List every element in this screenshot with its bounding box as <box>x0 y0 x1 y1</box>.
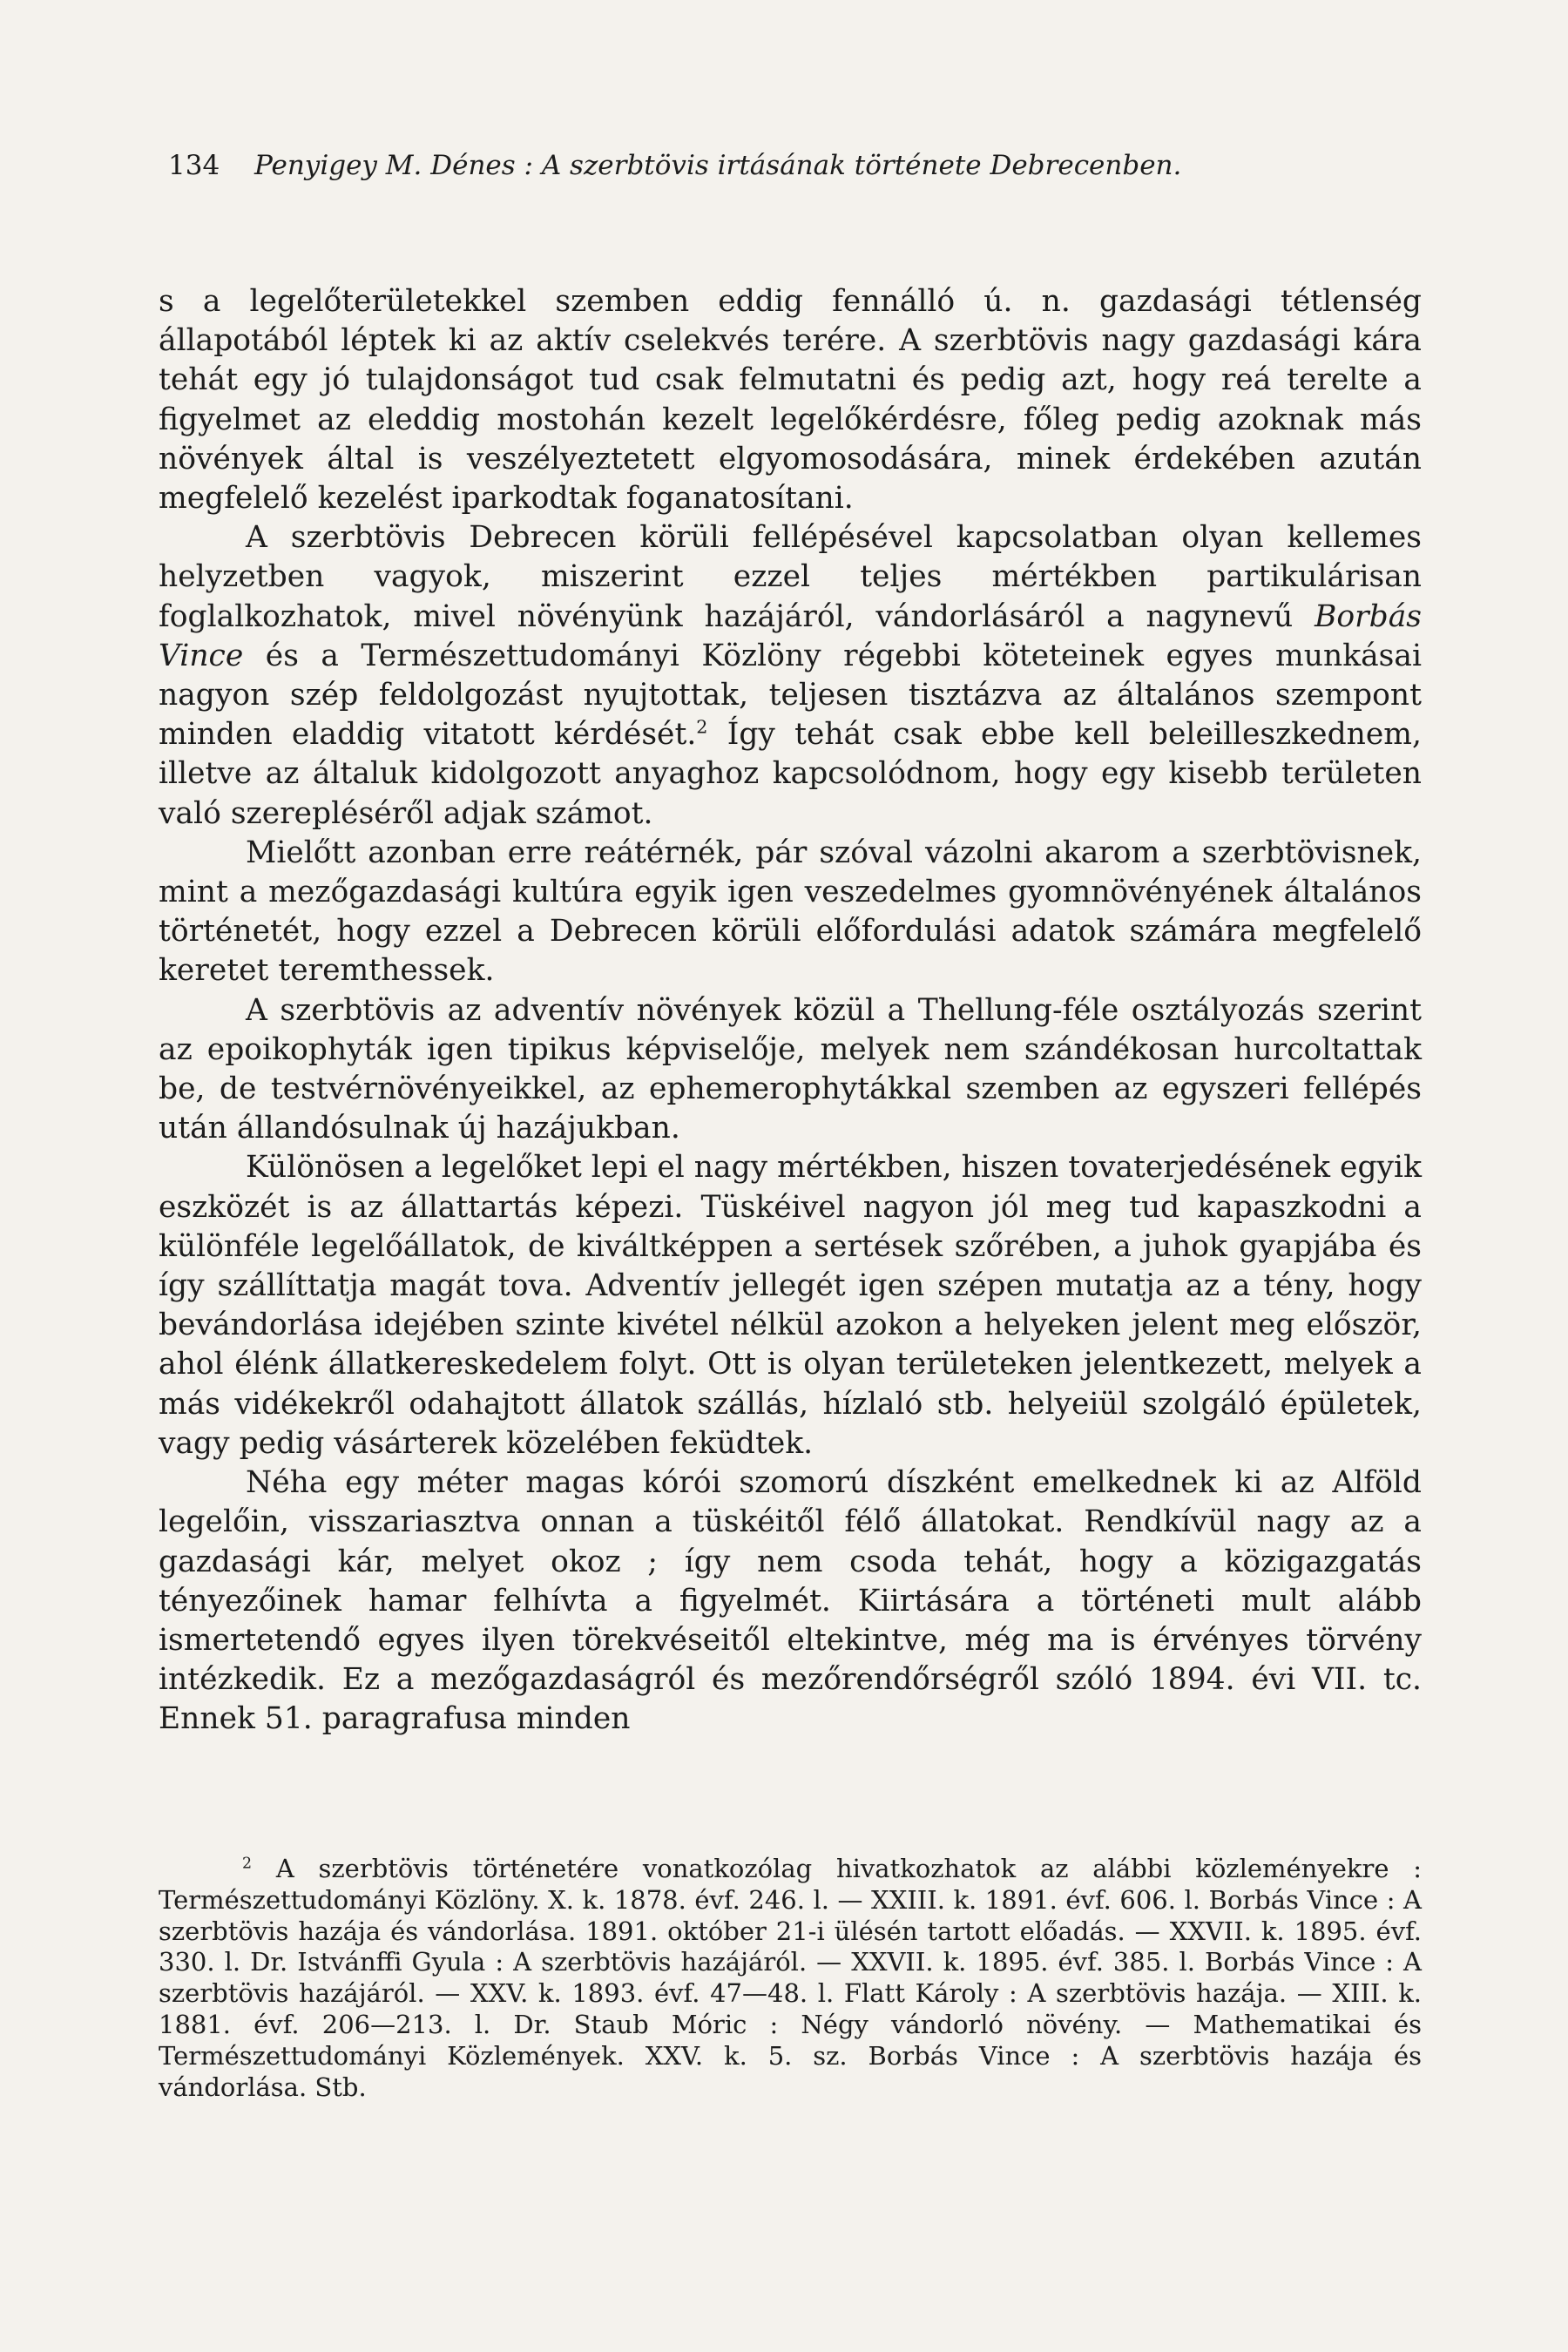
paragraph-2-text-b: és a Természettudományi Közlöny régebbi köteteinek egyes munkásai nagyon szép feldolgozást nyujtottak, teljesen tisztázva az általános szempont minden eladdig vitatott kérdését. <box>159 638 1422 753</box>
running-header <box>168 148 1423 183</box>
paragraph-4: A szerbtövis az adventív növények közül a Thellung-féle osztályozás szerint az epoikophyták igen tipikus képviselője, melyek nem szándékosan hurcoltattak be, de testvérnövényeikkel, az ephemerophytákkal szemben az egyszeri fellépés után állandósulnak új hazájukban. <box>159 992 1422 1146</box>
paragraph-2 <box>159 518 1422 834</box>
paragraph-1: s a legelőterületekkel szemben eddig fennálló ú. n. gazdasági tétlenség állapotából léptek ki az aktív cselekvés terére. A szerbtövis nagy gazdasági kára tehát egy jó tulajdonságot tud csak felmutatni és pedig azt, hogy reá terelte a figyelmet az eleddig mostohán kezelt legelőkérdésre, főleg pedig azoknak más növények által is veszélyeztetett elgyomosodására, minek érdekében azután megfelelő kezelést iparkodtak foganatosítani. <box>159 284 1422 517</box>
footnote-paragraph <box>159 1854 1422 2103</box>
paragraph-6: Néha egy méter magas kórói szomorú díszként emelkednek ki az Alföld legelőin, visszariasztva onnan a tüskéitől félő állatokat. Rendkívül nagy az a gazdasági kár, melyet okoz ; így nem csoda tehát, hogy a közigazgatás tényezőinek hamar felhívta a figyelmét. Kiirtására a történeti mult alább ismertetendő egyes ilyen törekvéseitől eltekintve, még ma is érvényes törvény intézkedik. Ez a mezőgazdaságról és mezőrendőrségről szóló 1894. évi VII. tc. Ennek 51. paragrafusa minden <box>159 1465 1422 1737</box>
running-head-title: Penyigey M. Dénes : A szerbtövis irtásának története Debrecenben. <box>254 150 1182 181</box>
footnote-text: A szerbtövis történetére vonatkozólag hivatkozhatok az alábbi közleményekre : Természettudományi Közlöny. X. k. 1878. évf. 246. l. — XXIII. k. 1891. évf. 606. l. Borbás Vince : A szerbtövis hazája és vándorlása. 1891. október 21-i ülésén tartott előadás. — XXVII. k. 1895. évf. 330. l. Dr. Istvánffi Gyula : A szerbtövis hazájáról. — XXVII. k. 1895. évf. 385. l. Borbás Vince : A szerbtövis hazájáról. — XXV. k. 1893. évf. 47—48. l. Flatt Károly : A szerbtövis hazája. — XIII. k. 1881. évf. 206—213. l. Dr. Staub Móric : Négy vándorló növény. — Mathematikai és Természettudományi Közlemények. XXV. k. 5. sz. Borbás Vince : A szerbtövis hazája és vándorlása. Stb. <box>159 1854 1422 2102</box>
main-text <box>159 282 1422 1740</box>
footnote-marker: 2 <box>242 1855 253 1873</box>
paragraph-2-text-a: A szerbtövis Debrecen körüli fellépésével kapcsolatban olyan kellemes helyzetben vagyok, miszerint ezzel teljes mértékben partikulárisan foglalkozhatok, mivel növényünk hazájáról, vándorlásáról a nagynevű <box>159 520 1422 634</box>
footnote <box>159 1854 1422 2103</box>
footnote-reference: 2 <box>696 716 708 738</box>
page-number: 134 <box>168 150 220 181</box>
paragraph-3: Mielőtt azonban erre reátérnék, pár szóval vázolni akarom a szerbtövisnek, mint a mezőgazdasági kultúra egyik igen veszedelmes gyomnövényének általános történetét, hogy ezzel a Debrecen körüli előfordulási adatok számára megfelelő keretet teremthessek. <box>159 835 1422 989</box>
author-name-italic: Borbás Vince <box>159 598 1422 673</box>
paragraph-2-text-c: Így tehát csak ebbe kell beleilleszkednem, illetve az általuk kidolgozott anyaghoz kapcsolódnom, hogy egy kisebb területen való szerepléséről adjak számot. <box>159 717 1422 831</box>
paragraph-5: Különösen a legelőket lepi el nagy mértékben, hiszen tovaterjedésének egyik eszközét is az állattartás képezi. Tüskéivel nagyon jól meg tud kapaszkodni a különféle legelőállatok, de kiváltképpen a sertések szőrében, a juhok gyapjába és így szállíttatja magát tova. Adventív jellegét igen szépen mutatja az a tény, hogy bevándorlása idejében szinte kivétel nélkül azokon a helyeken jelent meg először, ahol élénk állatkereskedelem folyt. Ott is olyan területeken jelentkezett, melyek a más vidékekről odahajtott állatok szállás, hízlaló stb. helyeiül szolgáló épületek, vagy pedig vásárterek közelében feküdtek. <box>159 1150 1422 1461</box>
